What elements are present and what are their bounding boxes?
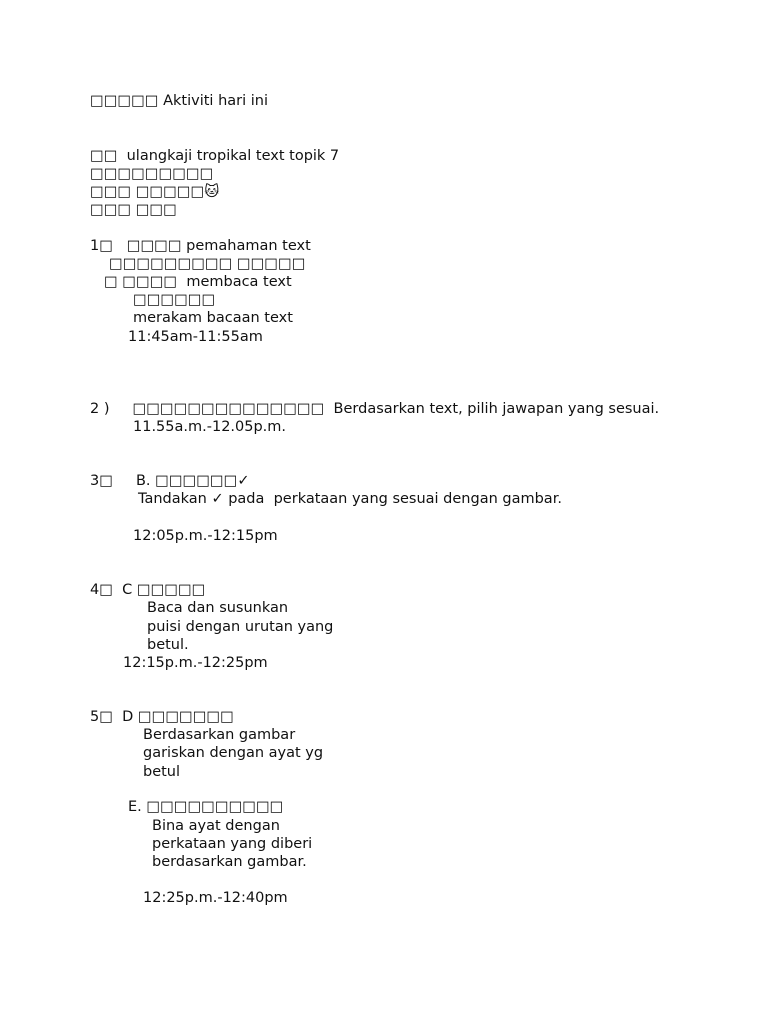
activity-5-sub-line-4: berdasarkan gambar. — [152, 854, 307, 870]
activity-5-line-3: gariskan dengan ayat yg — [143, 745, 324, 761]
activity-3-instruction: Tandakan ✓ pada perkataan yang sesuai dengan gambar. — [138, 491, 562, 507]
activity-1-line-3: □ □□□□ membaca text — [104, 274, 292, 290]
activity-1-heading: 1□ □□□□ pemahaman text — [90, 238, 311, 254]
activity-4-line-3: puisi dengan urutan yang — [147, 619, 334, 635]
activity-5-sub-line-3: perkataan yang diberi — [152, 836, 313, 852]
activity-5-line-2: Berdasarkan gambar — [143, 727, 296, 743]
activity-4-time: 12:15p.m.-12:25pm — [123, 655, 268, 671]
intro-line-2: □□□□□□□□□ — [90, 166, 214, 182]
activity-5-heading: 5□ D □□□□□□□ — [90, 709, 234, 725]
activity-5-line-4: betul — [143, 764, 181, 780]
activity-1-line-2: □□□□□□□□□ □□□□□ — [109, 256, 306, 272]
activity-5-time: 12:25p.m.-12:40pm — [143, 890, 288, 906]
activity-1-line-4: □□□□□□ — [133, 292, 216, 308]
activity-4-line-4: betul. — [147, 637, 189, 653]
activity-1-line-5: merakam bacaan text — [133, 310, 293, 326]
activity-1-time: 11:45am-11:55am — [128, 329, 263, 345]
intro-line-3: □□□ □□□□□🐱 — [90, 184, 220, 200]
activity-4-heading: 4□ C □□□□□ — [90, 582, 206, 598]
activity-4-line-2: Baca dan susunkan — [147, 600, 289, 616]
activity-3-heading: 3□ B. □□□□□□✓ — [90, 473, 250, 489]
activity-5-sub-line-2: Bina ayat dengan — [152, 818, 280, 834]
intro-line-4: □□□ □□□ — [90, 202, 177, 218]
activity-2-time: 11.55a.m.-12.05p.m. — [133, 419, 287, 435]
intro-line-1: □□ ulangkaji tropikal text topik 7 — [90, 148, 340, 164]
doc-title: □□□□□ Aktiviti hari ini — [90, 93, 268, 109]
activity-2-heading: 2 ) □□□□□□□□□□□□□□ Berdasarkan text, pilih jawapan yang sesuai. — [90, 401, 660, 417]
activity-5-subheading: E. □□□□□□□□□□ — [128, 799, 284, 815]
activity-3-time: 12:05p.m.-12:15pm — [133, 528, 278, 544]
